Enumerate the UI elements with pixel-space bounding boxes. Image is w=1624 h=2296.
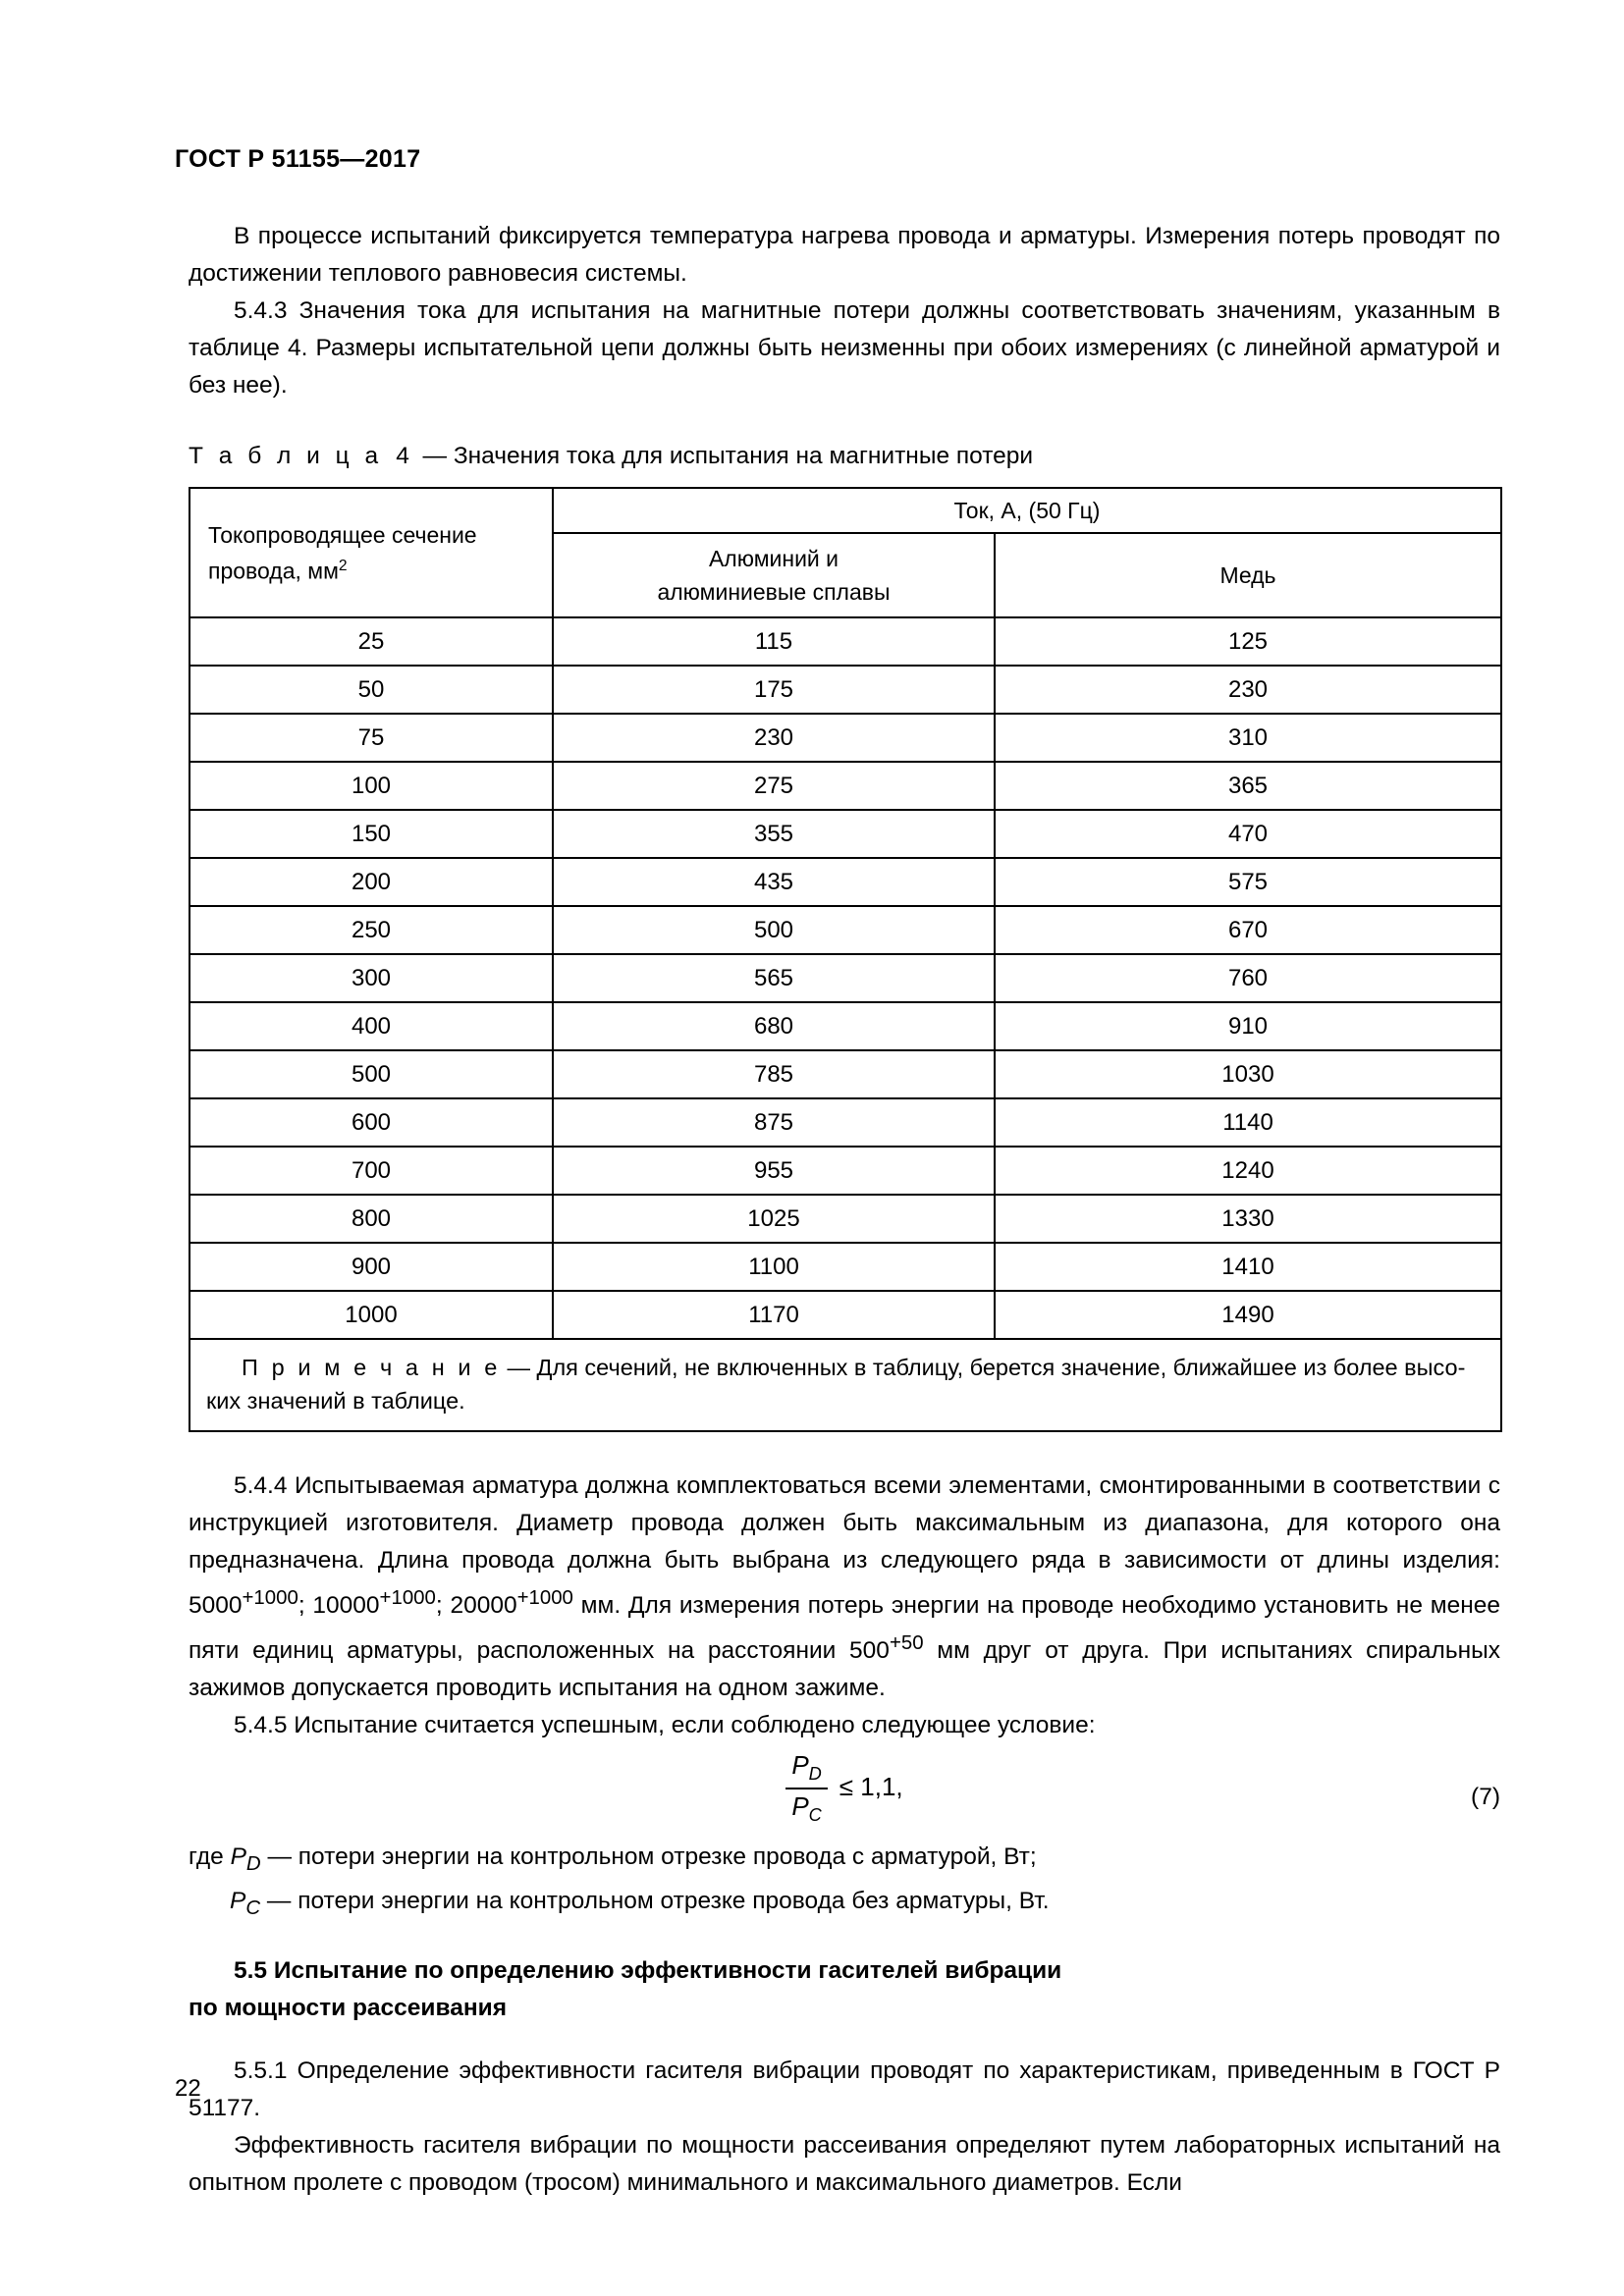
table-row	[189, 666, 1501, 714]
table-cell-section: 800	[189, 1195, 553, 1243]
where-pd-subscript: D	[245, 1853, 261, 1876]
table-cell-copper: 910	[995, 1002, 1501, 1050]
table-row	[189, 954, 1501, 1002]
header-section-superscript: 2	[338, 557, 348, 574]
heading-5-5-line1: 5.5 Испытание по определению эффективности гасителей вибрации	[234, 1957, 1062, 1985]
paragraph-5-4-5: 5.4.5 Испытание считается успешным, если соблюдено следующее условие:	[234, 1712, 1096, 1739]
table-cell-aluminium: 435	[553, 858, 995, 906]
table-cell-section: 25	[189, 617, 553, 666]
table-caption-dash: —	[422, 443, 447, 469]
running-header: ГОСТ Р 51155—2017	[175, 145, 421, 173]
where-pc-variable: P	[230, 1888, 246, 1915]
paragraph-5-4-4	[189, 1468, 1500, 1707]
table-row	[189, 810, 1501, 858]
table-cell-section: 300	[189, 954, 553, 1002]
table-row	[189, 1098, 1501, 1147]
table-cell-copper: 575	[995, 858, 1501, 906]
table-cell-aluminium: 500	[553, 906, 995, 954]
fraction-denominator	[785, 1789, 827, 1826]
table-row	[189, 714, 1501, 762]
where-lead: где	[189, 1843, 231, 1871]
fraction-pd-pc	[785, 1750, 827, 1825]
table-cell-copper: 125	[995, 617, 1501, 666]
header-aluminium-line1: Алюминий и	[708, 546, 839, 571]
table-note-label: П р и м е ч а н и е	[242, 1355, 501, 1380]
table-cell-copper: 670	[995, 906, 1501, 954]
spacer	[189, 1432, 1500, 1468]
p544-part5: мм друг от друга. При испытаниях спиральных зажимов допускается проводить испытания на одном зажиме.	[189, 1637, 1500, 1702]
formula-row	[189, 1744, 1500, 1839]
table-row	[189, 906, 1501, 954]
page-number: 22	[175, 2075, 201, 2102]
table-head	[189, 488, 1501, 617]
table-caption-number: 4	[396, 443, 409, 469]
header-cell-current-group: Ток, А, (50 Гц)	[553, 488, 1501, 533]
table-cell-aluminium: 355	[553, 810, 995, 858]
table-row	[189, 1243, 1501, 1291]
table-note-row	[189, 1339, 1501, 1431]
header-cell-copper: Медь	[995, 533, 1501, 617]
heading-5-5-line2: по мощности рассеивания	[189, 1995, 507, 2022]
table-cell-section: 50	[189, 666, 553, 714]
table-cell-section: 600	[189, 1098, 553, 1147]
table-cell-copper: 310	[995, 714, 1501, 762]
table-cell-copper: 230	[995, 666, 1501, 714]
table-row	[189, 617, 1501, 666]
p544-sup2: +1000	[379, 1587, 436, 1609]
where-pd-variable: P	[230, 1843, 246, 1871]
paragraph-5-5-2: Эффективность гасителя вибрации по мощности рассеивания определяют путем лабораторных испытаний на опытном пролете с проводом (тросом) минимального и максимального диаметров. Если	[189, 2132, 1500, 2197]
table-cell-copper: 1410	[995, 1243, 1501, 1291]
paragraph-5-4-3: 5.4.3 Значения тока для испытания на магнитные потери должны соответствовать значениям, указанным в таблице 4. Размеры испытательной цепи должны быть неизменны при обоих измерениях (с линейной арматурой и без нее).	[189, 297, 1500, 399]
table-note-text: — Для сечений, не включенных в таблицу, берется значение, ближайшее из более высоких значений в таблице.	[206, 1355, 1466, 1414]
p544-sup1: +1000	[242, 1587, 298, 1609]
where-item-pd	[189, 1839, 1500, 1883]
header-cell-aluminium	[553, 533, 995, 617]
table-cell-copper: 1240	[995, 1147, 1501, 1195]
paragraph-intro: В процессе испытаний фиксируется температура нагрева провода и арматуры. Измерения потерь проводят по достижении теплового равновесия системы.	[189, 223, 1500, 287]
spacer	[189, 1927, 1500, 1952]
denominator-variable: P	[791, 1790, 809, 1821]
table-cell-copper: 1030	[995, 1050, 1501, 1098]
table-cell-aluminium: 565	[553, 954, 995, 1002]
table-caption-label: Т а б л и ц а	[189, 443, 383, 469]
table-cell-copper: 760	[995, 954, 1501, 1002]
numerator-variable: P	[791, 1750, 809, 1781]
header-section-text: Токопроводящее сечение провода, мм	[208, 521, 477, 584]
fraction-numerator	[785, 1750, 827, 1787]
spacer	[189, 404, 1500, 440]
table-cell-aluminium: 785	[553, 1050, 995, 1098]
formula-expression	[189, 1750, 1500, 1825]
where-pc-text: — потери энергии на контрольном отрезке провода без арматуры, Вт.	[260, 1888, 1050, 1915]
formula-relation: ≤ 1,1,	[839, 1772, 903, 1801]
table-cell-section: 150	[189, 810, 553, 858]
table-body	[189, 617, 1501, 1339]
table-header-row-1	[189, 488, 1501, 533]
table-cell-aluminium: 875	[553, 1098, 995, 1147]
table-cell-copper: 470	[995, 810, 1501, 858]
table-cell-section: 200	[189, 858, 553, 906]
numerator-subscript: D	[808, 1764, 822, 1785]
table-cell-copper: 1140	[995, 1098, 1501, 1147]
paragraph-5-5-1: 5.5.1 Определение эффективности гасителя вибрации проводят по характеристикам, приведенным в ГОСТ Р 51177.	[189, 2057, 1500, 2122]
where-pc-subscript: C	[245, 1897, 261, 1920]
table-foot	[189, 1339, 1501, 1431]
where-pd-text: — потери энергии на контрольном отрезке провода с арматурой, Вт;	[260, 1843, 1037, 1871]
where-item-pc	[189, 1883, 1500, 1927]
spacer	[189, 473, 1500, 487]
table-cell-section: 250	[189, 906, 553, 954]
header-cell-section	[189, 488, 553, 617]
p544-part1: 5.4.4 Испытываемая арматура должна комплектоваться всеми элементами, смонтированными в соответствии с инструкцией изготовителя. Диаметр провода должен быть максимальным из диапазона, для которого она предназначена. Длина провода должна быть выбрана из следующего ряда в зависимости от длины изделия: 5000	[189, 1472, 1500, 1620]
table-cell-aluminium: 275	[553, 762, 995, 810]
table-row	[189, 1147, 1501, 1195]
denominator-subscript: C	[808, 1804, 822, 1825]
current-values-table	[189, 487, 1502, 1432]
table-cell-aluminium: 1170	[553, 1291, 995, 1339]
p544-part3: ; 20000	[435, 1592, 517, 1620]
table-cell-section: 900	[189, 1243, 553, 1291]
p544-sup3: +1000	[516, 1587, 573, 1609]
table-note-cell	[189, 1339, 1501, 1431]
table-cell-aluminium: 175	[553, 666, 995, 714]
table-row	[189, 1002, 1501, 1050]
table-caption	[189, 440, 1500, 473]
table-cell-copper: 1330	[995, 1195, 1501, 1243]
table-cell-copper: 365	[995, 762, 1501, 810]
formula-number: (7)	[1471, 1784, 1500, 1811]
p544-part2: ; 10000	[298, 1592, 380, 1620]
table-cell-section: 500	[189, 1050, 553, 1098]
table-row	[189, 858, 1501, 906]
table-row	[189, 1195, 1501, 1243]
p544-sup4: +50	[889, 1632, 924, 1655]
table-row	[189, 1050, 1501, 1098]
p544-part4: мм. Для измерения потерь энергии на проводе необходимо установить не менее пяти единиц арматуры, расположенных на расстоянии 500	[189, 1592, 1500, 1665]
table-cell-aluminium: 955	[553, 1147, 995, 1195]
page-content	[189, 218, 1500, 2202]
table-cell-aluminium: 680	[553, 1002, 995, 1050]
table-cell-section: 100	[189, 762, 553, 810]
table-cell-aluminium: 115	[553, 617, 995, 666]
table-cell-section: 75	[189, 714, 553, 762]
table-cell-copper: 1490	[995, 1291, 1501, 1339]
heading-5-5	[189, 1952, 1500, 2027]
spacer	[189, 2027, 1500, 2053]
table-cell-aluminium: 1025	[553, 1195, 995, 1243]
table-caption-title: Значения тока для испытания на магнитные потери	[453, 443, 1034, 469]
table-cell-aluminium: 1100	[553, 1243, 995, 1291]
table-cell-section: 700	[189, 1147, 553, 1195]
header-aluminium-line2: алюминиевые сплавы	[657, 579, 891, 605]
table-cell-section: 1000	[189, 1291, 553, 1339]
table-cell-aluminium: 230	[553, 714, 995, 762]
table-row	[189, 762, 1501, 810]
table-row	[189, 1291, 1501, 1339]
table-cell-section: 400	[189, 1002, 553, 1050]
